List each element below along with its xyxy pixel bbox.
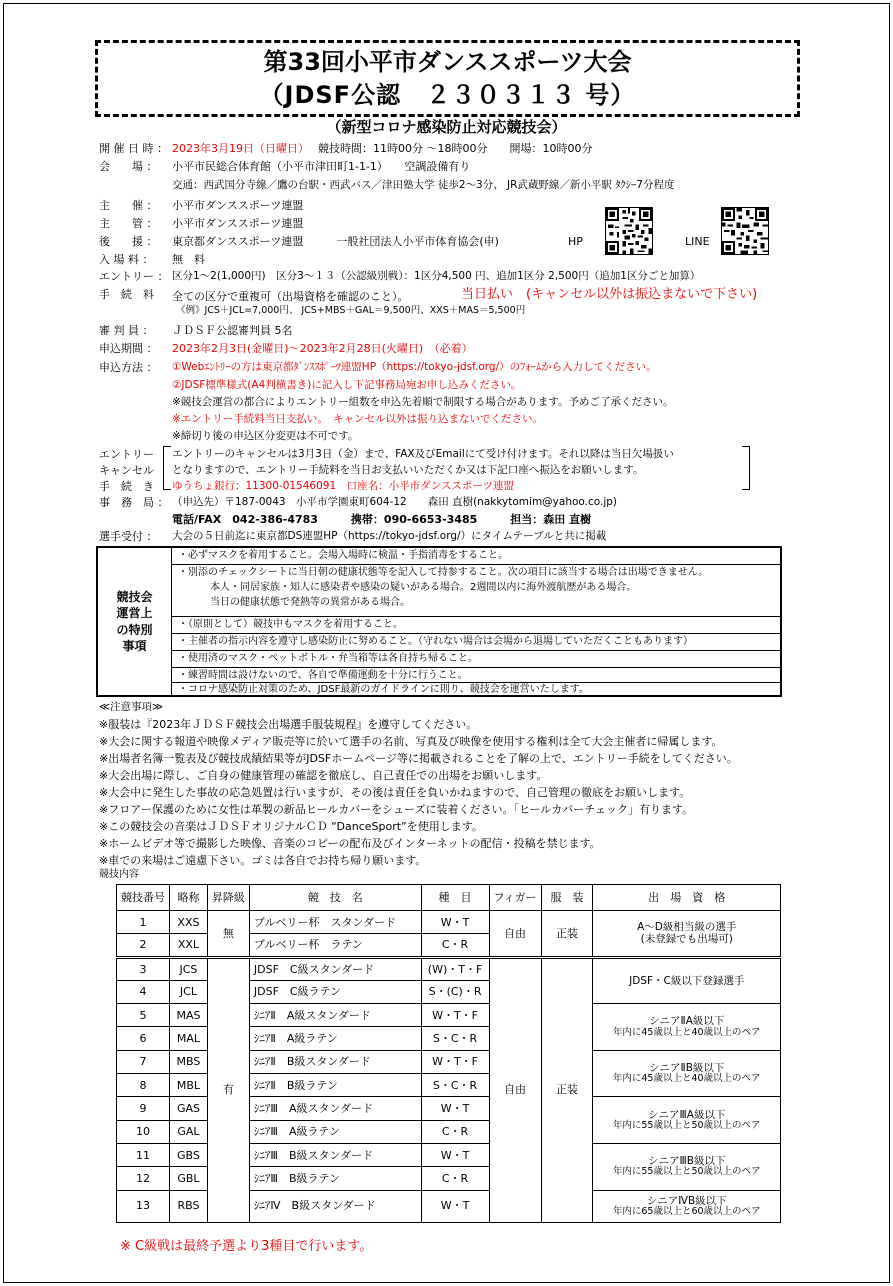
special-rules-box [96, 546, 782, 697]
organizer-label: 主 管 ： [99, 217, 158, 230]
cancel-label-3: 手 続 き [99, 480, 154, 493]
column-header: 昇降級 [207, 885, 249, 911]
note-item: ※ホームビデオ等で撮影した映像、音楽のコピーの配布及びインターネットの配信・投稿を禁じます。 [99, 837, 601, 850]
special-rule: ・別添のチェックシートに当日朝の健康状態等を記入して持参すること。次の項目に該当する場合は出場できません。 [178, 567, 709, 578]
event-code: GBS [170, 1143, 208, 1166]
notes-heading: ≪注意事項≫ [99, 701, 163, 713]
column-header: 競技番号 [117, 885, 170, 911]
event-grade: 有 [207, 957, 249, 1222]
table-row [117, 911, 781, 934]
cancel-label-1: エントリー [99, 448, 154, 461]
event-dances: W・T [421, 911, 489, 934]
qualification-main: シニアⅡB級以下 [649, 1062, 725, 1075]
date-times: 競技時間：11時00分 ～18時00分 開場：10時00分 [318, 142, 593, 155]
judge-value: ＪＤＳＦ公認審判員 5名 [172, 324, 293, 337]
note-item: ※大会に関する報道や映像メディア販売等に於いて選手の名前、写真及び映像を使用する権利は全て大会主催者に帰属します。 [99, 735, 723, 748]
office-label: 事 務 局 ： [99, 496, 169, 509]
support-label: 後 援 ： [99, 235, 158, 248]
special-heading-line: 事項 [122, 638, 147, 653]
column-header: フィガー [489, 885, 541, 911]
procedure-label: 手 続 料 [99, 288, 154, 301]
event-number: 2 [117, 934, 170, 957]
special-rules-heading [98, 548, 172, 695]
admission-value: 無 料 [172, 253, 205, 266]
events-table [116, 884, 781, 1223]
event-dances: W・T [421, 1190, 489, 1222]
qualification-main: シニアⅣB級以下 [646, 1194, 727, 1207]
table-footnote: ※ C級戦は最終予選より3種目で行います。 [120, 1239, 373, 1254]
line-label: LINE [685, 235, 710, 248]
office-contact: 電話/FAX 042-386-4783 携帯：090-6653-3485 担当：森田 直樹 [172, 513, 592, 526]
special-rule-sub: 本人・同居家族・知人に感染者や感染の疑いがある場合。2週間以内に海外渡航歴がある場合。 [210, 582, 637, 593]
event-name: ｼﾆｱⅢ A級ラテン [249, 1120, 421, 1143]
event-name: ｼﾆｱⅢ B級ラテン [249, 1167, 421, 1190]
event-dress: 正装 [541, 957, 593, 1222]
qualification-main: シニアⅡA級以下 [649, 1015, 725, 1028]
event-number: 6 [117, 1027, 170, 1050]
table-row [117, 957, 781, 980]
event-number: 4 [117, 980, 170, 1003]
event-name: ｼﾆｱⅢ A級スタンダード [249, 1097, 421, 1120]
page-title: 第33回小平市ダンススポーツ大会 [263, 48, 632, 76]
support-value: 東京都ダンススポーツ連盟 一般社団法人小平市体育協会(申) [172, 235, 499, 248]
special-heading-line: 運営上 [116, 606, 153, 621]
event-number: 11 [117, 1143, 170, 1166]
event-dress: 正装 [541, 911, 593, 958]
note-item: ※大会出場に際し、ご自身の健康管理の確認を徹底し、自己責任での出場をお願いします。 [99, 769, 548, 782]
event-number: 12 [117, 1167, 170, 1190]
special-rule: ・練習時間は設けないので、各自で準備運動を十分に行うこと。 [172, 668, 780, 683]
special-rule: ・コロナ感染防止対策のため、JDSF最新のガイドラインに則り、競技会を運営いたします。 [178, 684, 589, 695]
access-info: 交通：西武国分寺線／鷹の台駅・西武バス／津田塾大学 徒歩2～3分、 JR武蔵野線／新小平駅 ﾀｸｼｰ7分程度 [172, 179, 675, 191]
qualification-detail: 年内に55歳以上と50歳以上のペア [612, 1166, 761, 1178]
note-item: ※車での来場はご遠慮下さい。ゴミは各自でお持ち帰り願います。 [99, 854, 427, 867]
event-qualification [593, 1190, 781, 1222]
event-name: ｼﾆｱⅡ B級スタンダード [249, 1050, 421, 1073]
event-code: GBL [170, 1167, 208, 1190]
judge-label: 審 判 員 ： [99, 324, 154, 337]
qualification-main: シニアⅢA級以下 [648, 1108, 726, 1121]
event-name: ｼﾆｱⅢ B級スタンダード [249, 1143, 421, 1166]
event-code: GAS [170, 1097, 208, 1120]
method-label: 申込方法 ： [99, 361, 158, 374]
column-header: 競 技 名 [249, 885, 421, 911]
qualification-main: A～D級相当級の選手 [637, 921, 737, 934]
event-dances: W・T・F [421, 1004, 489, 1027]
event-dances: C・R [421, 1120, 489, 1143]
qualification-detail: 年内に55歳以上と50歳以上のペア [612, 1119, 761, 1131]
column-header: 出 場 資 格 [593, 885, 781, 911]
event-qualification [593, 1143, 781, 1190]
qualification-detail: 年内に45歳以上と40歳以上のペア [612, 1073, 761, 1085]
event-number: 9 [117, 1097, 170, 1120]
event-name: ブルベリー杯 スタンダード [249, 911, 421, 934]
event-code: XXL [170, 934, 208, 957]
event-number: 3 [117, 957, 170, 980]
table-header-row [117, 885, 781, 911]
reception-value: 大会の５日前迄に東京都DS連盟HP（https://tokyo-jdsf.org/）にタイムテーブルと共に掲載 [172, 530, 607, 542]
event-number: 8 [117, 1074, 170, 1097]
event-dances: S・(C)・R [421, 980, 489, 1003]
host-label: 主 催 ： [99, 199, 158, 212]
event-name: JDSF C級スタンダード [249, 957, 421, 980]
event-code: JCS [170, 957, 208, 980]
event-dances: W・T [421, 1143, 489, 1166]
bank-account: ゆうちょ銀行：11300-01546091 口座名：小平市ダンススポーツ連盟 [172, 480, 515, 492]
entry-fee: 区分1～2(1,000円) 区分3～１３（公認級別戦）：1区分4,500 円、追加1区分 2,500円（追加1区分ごと加算） [172, 270, 701, 282]
event-dances: C・R [421, 1167, 489, 1190]
special-rule: ・必ずマスクを着用すること。会場入場時に検温・手指消毒をすること。 [172, 548, 780, 565]
note-item: ※この競技会の音楽はＪＤＳＦオリジナルＣＤ “DanceSport”を使用します。 [99, 820, 483, 833]
cancel-label-2: キャンセル [99, 464, 154, 477]
event-figure: 自由 [489, 911, 541, 958]
method-note-pay: ※エントリー手続料当日支払い。 キャンセル以外は振り込まないでください。 [172, 413, 544, 425]
procedure-same-day: 当日払い (キャンセル以外は振込まないで下さい) [461, 287, 758, 302]
venue-label: 会 場 ： [99, 160, 158, 173]
event-name: JDSF C級ラテン [249, 980, 421, 1003]
special-rule-sub: 当日の健康状態で発熱等の異常がある場合。 [210, 597, 410, 608]
event-dances: C・R [421, 934, 489, 957]
event-name: ｼﾆｱⅡ B級ラテン [249, 1074, 421, 1097]
event-qualification [593, 1097, 781, 1144]
column-header: 略称 [170, 885, 208, 911]
note-item: ※フロアー保護のために女性は革製の新品ヒールカバーをシューズに装着ください。「ヒールカバーチェック」有ります。 [99, 803, 694, 816]
line-qr-code[interactable] [721, 207, 769, 255]
method-note-change: ※締切り後の申込区分変更は不可です。 [172, 430, 359, 442]
event-number: 1 [117, 911, 170, 934]
office-value: （申込先）〒187-0043 小平市学園東町604-12 森田 直樹(nakkytomim@yahoo.co.jp) [172, 496, 618, 508]
event-number: 5 [117, 1004, 170, 1027]
cancel-text-1: エントリーのキャンセルは3月3日（金）まで、FAX及びEmailにて受け付けます。それ以降は当日欠場扱い [172, 448, 674, 460]
period-value: 2023年2月3日(金曜日)～2023年2月28日(火曜日) （必着） [172, 342, 473, 355]
organizer-value: 小平市ダンススポーツ連盟 [172, 217, 304, 230]
host-value: 小平市ダンススポーツ連盟 [172, 199, 304, 212]
hp-label: HP [568, 235, 583, 248]
cancel-bracket-right [742, 446, 750, 490]
event-grade: 無 [207, 911, 249, 958]
fee-example: 《例》JCS＋JCL=7,000円、 JCS+MBS＋GAL＝9,500円、XXS＋MAS＝5,500円 [176, 305, 526, 316]
event-qualification: JDSF・C級以下登録選手 [593, 957, 781, 1004]
page-subtitle: （新型コロナ感染防止対応競技会） [326, 118, 567, 136]
event-dances: W・T [421, 1097, 489, 1120]
admission-label: 入 場 料 ： [99, 253, 154, 266]
special-rule: ・（原則として）競技中もマスクを着用すること。 [172, 617, 780, 634]
column-header: 服 装 [541, 885, 593, 911]
cancel-bracket-left [163, 446, 171, 490]
event-code: MBL [170, 1074, 208, 1097]
event-name: ｼﾆｱⅡ A級スタンダード [249, 1004, 421, 1027]
column-header: 種 目 [421, 885, 489, 911]
event-code: MAS [170, 1004, 208, 1027]
events-heading: 競技内容 [99, 869, 139, 880]
hp-qr-code[interactable] [605, 207, 653, 255]
cancel-text-2: となりますので、エントリー手続料を当日お支払いいただくか又は下記口座へ振込をお願いします。 [172, 464, 644, 476]
event-code: MAL [170, 1027, 208, 1050]
event-code: MBS [170, 1050, 208, 1073]
special-heading-line: 競技会 [116, 590, 153, 605]
event-qualification [593, 911, 781, 958]
note-item: ※大会中に発生した事故の応急処置は行いますが、その後は責任を負いかねますので、自己管理の徹底をお願いします。 [99, 786, 691, 799]
procedure-value: 全ての区分で重複可（出場資格を確認のこと）。 [172, 290, 409, 303]
special-rule-block [172, 565, 780, 617]
method-paper: ②JDSF標準様式(A4判横書き)に記入し下記事務局宛お申し込みください。 [172, 379, 522, 391]
qualification-detail: 年内に65歳以上と60歳以上のペア [612, 1205, 761, 1217]
method-note-limit: ※競技会運営の都合によりエントリー組数を申込先着順で制限する場合があります。予めご了承ください。 [172, 396, 674, 408]
date-value: 2023年3月19日（日曜日） [172, 142, 309, 155]
period-label: 申込期間 ： [99, 342, 158, 355]
qualification-detail: (未登録でも出場可) [640, 933, 733, 946]
event-dances: (W)・T・F [421, 957, 489, 980]
page-title-sub: （JDSF公認 ２３０３１３ 号） [259, 81, 636, 109]
special-rule: ・使用済のマスク・ペットボトル・弁当箱等は各自持ち帰ること。 [172, 651, 780, 668]
event-code: GAL [170, 1120, 208, 1143]
special-heading-line: の特別 [116, 622, 153, 637]
event-number: 7 [117, 1050, 170, 1073]
qualification-main: シニアⅢB級以下 [648, 1155, 726, 1168]
event-code: RBS [170, 1190, 208, 1222]
note-item: ※出場者名簿一覧表及び競技成績結果等がJDSFホームページ等に掲載されることを了解の上で、エントリー手続をしてください。 [99, 752, 738, 765]
special-rule: ・主催者の指示内容を遵守し感染防止に努めること。（守れない場合は会場から退場していただくこともあります） [172, 634, 780, 651]
event-qualification [593, 1050, 781, 1097]
method-web: ①Webｴﾝﾄﾘｰの方は東京都ﾀﾞﾝｽｽﾎﾟｰﾂ連盟HP（https://tokyo-jdsf.org/）のﾌｫｰﾑから入力してください。 [172, 361, 657, 373]
event-dances: S・C・R [421, 1027, 489, 1050]
note-item: ※服装は『2023年ＪＤＳＦ競技会出場選手服装規程』を遵守してください。 [99, 718, 478, 731]
entry-label: エントリー ： [99, 270, 169, 283]
event-name: ｼﾆｱⅡ A級ラテン [249, 1027, 421, 1050]
event-number: 10 [117, 1120, 170, 1143]
event-number: 13 [117, 1190, 170, 1222]
date-label: 開 催 日 時 ： [99, 142, 168, 155]
qualification-detail: 年内に45歳以上と40歳以上のペア [612, 1026, 761, 1038]
event-dances: S・C・R [421, 1074, 489, 1097]
event-code: JCL [170, 980, 208, 1003]
event-figure: 自由 [489, 957, 541, 1222]
event-dances: W・T・F [421, 1050, 489, 1073]
event-code: XXS [170, 911, 208, 934]
reception-label: 選手受付 ： [99, 530, 158, 543]
event-name: ｼﾆｱⅣ B級スタンダード [249, 1190, 421, 1222]
event-name: ブルベリー杯 ラテン [249, 934, 421, 957]
title-box [95, 40, 800, 117]
event-qualification [593, 1004, 781, 1051]
venue-value: 小平市民総合体育館（小平市津田町1-1-1） 空調設備有り [172, 160, 471, 173]
